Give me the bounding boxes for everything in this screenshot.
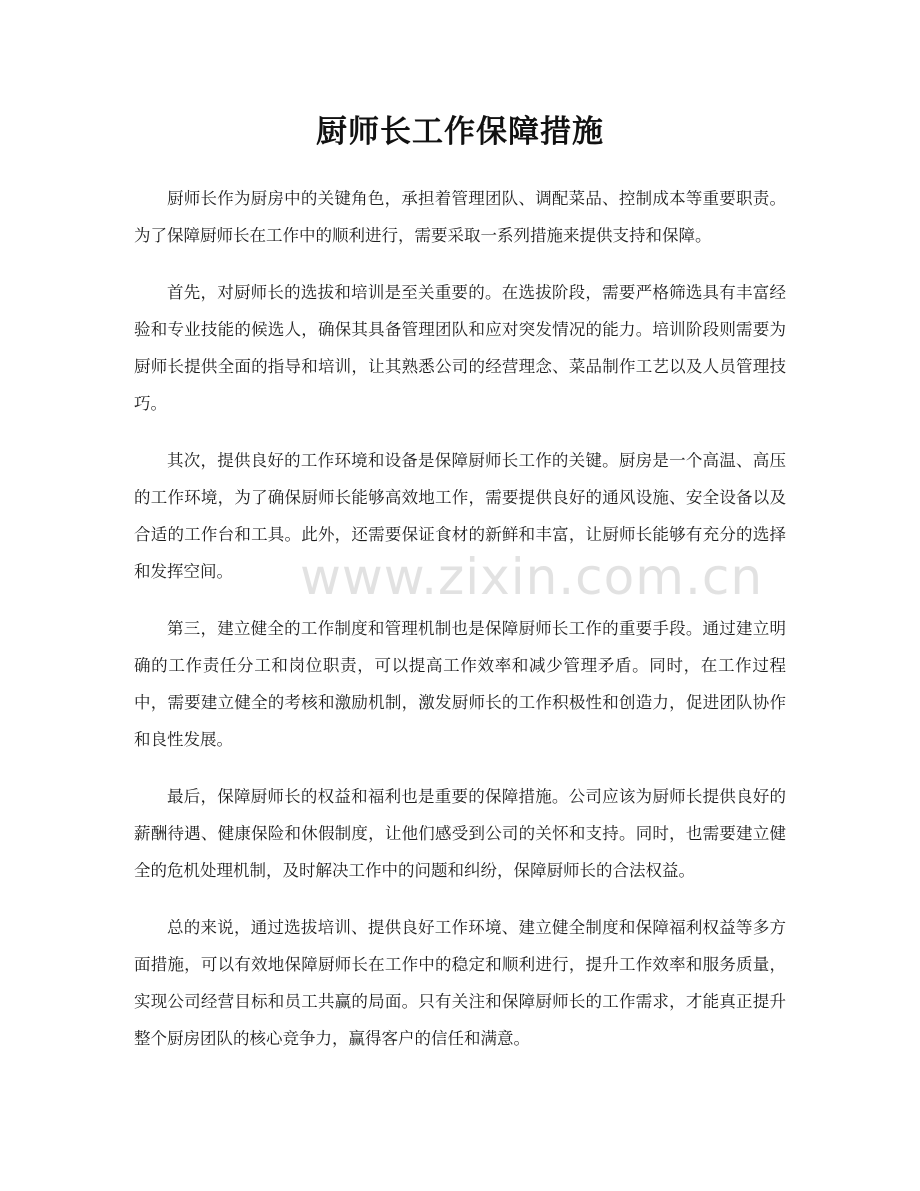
paragraph-intro: 厨师长作为厨房中的关键角色，承担着管理团队、调配菜品、控制成本等重要职责。为了保障厨师长在工作中的顺利进行，需要采取一系列措施来提供支持和保障。	[134, 189, 786, 245]
document-body	[134, 180, 786, 1077]
paragraph-selection-training: 首先，对厨师长的选拔和培训是至关重要的。在选拔阶段，需要严格筛选具有丰富经验和专业技能的候选人，确保其具备管理团队和应对突发情况的能力。培训阶段则需要为厨师长提供全面的指导和培训，让其熟悉公司的经营理念、菜品制作工艺以及人员管理技巧。	[134, 283, 786, 413]
paragraph-rights-benefits: 最后，保障厨师长的权益和福利也是重要的保障措施。公司应该为厨师长提供良好的薪酬待遇、健康保险和休假制度，让他们感受到公司的关怀和支持。同时，也需要建立健全的危机处理机制，及时解决工作中的问题和纠纷，保障厨师长的合法权益。	[134, 787, 786, 880]
paragraph-management-system: 第三，建立健全的工作制度和管理机制也是保障厨师长工作的重要手段。通过建立明确的工作责任分工和岗位职责，可以提高工作效率和减少管理矛盾。同时，在工作过程中，需要建立健全的考核和激励机制，激发厨师长的工作积极性和创造力，促进团队协作和良性发展。	[134, 619, 786, 749]
watermark: www.zixin.com.cn	[300, 548, 764, 606]
page-title: 厨师长工作保障措施	[316, 114, 604, 150]
paragraph-conclusion: 总的来说，通过选拔培训、提供良好工作环境、建立健全制度和保障福利权益等多方面措施，可以有效地保障厨师长在工作中的稳定和顺利进行，提升工作效率和服务质量，实现公司经营目标和员工共赢的局面。只有关注和保障厨师长的工作需求，才能真正提升整个厨房团队的核心竞争力，赢得客户的信任和满意。	[134, 918, 786, 1048]
paragraph-work-environment: 其次，提供良好的工作环境和设备是保障厨师长工作的关键。厨房是一个高温、高压的工作环境，为了确保厨师长能够高效地工作，需要提供良好的通风设施、安全设备以及合适的工作台和工具。此外，还需要保证食材的新鲜和丰富，让厨师长能够有充分的选择和发挥空间。	[134, 451, 786, 581]
